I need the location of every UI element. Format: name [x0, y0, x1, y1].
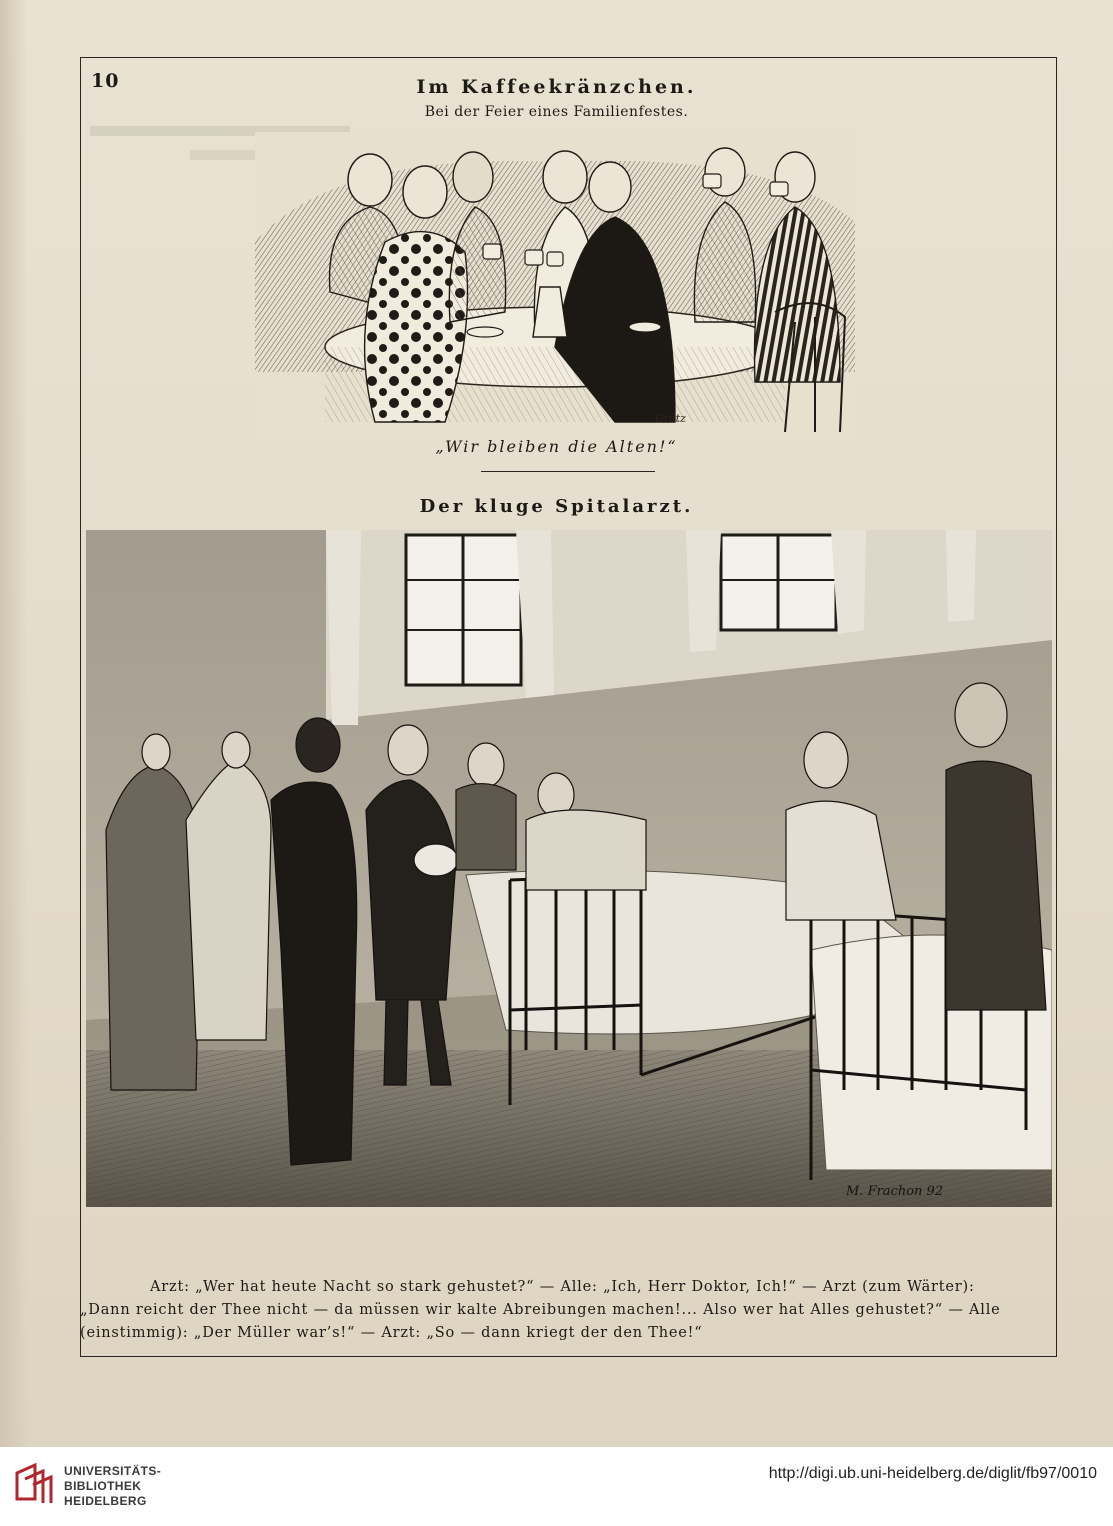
hospital-ward-illustration — [86, 530, 1052, 1207]
page-number: 10 — [91, 70, 120, 92]
logo-line: BIBLIOTHEK — [64, 1479, 142, 1493]
illustration-2-signature: M. Frachon 92 — [846, 1184, 944, 1199]
cartoon-2-title: Der kluge Spitalarzt. — [419, 496, 694, 517]
caption-line: Arzt: „Wer hat heute Nacht so stark gehustet?“ — Alle: „Ich, Herr Doktor, Ich!“ — Arzt (zum Wärter): — [150, 1279, 975, 1295]
coffee-party-illustration — [255, 132, 855, 437]
library-footer — [0, 1447, 1113, 1526]
caption-line: (einstimmig): „Der Müller war’s!“ — Arzt: „So — dann kriegt der den Thee!“ — [80, 1325, 703, 1341]
logo-line: HEIDELBERG — [64, 1494, 147, 1508]
hospital-ward-drawing — [86, 530, 1052, 1207]
library-logo-text[interactable] — [64, 1464, 161, 1509]
illustration-1-signature: Grätz — [655, 412, 686, 425]
coffee-party-drawing — [255, 132, 855, 437]
cartoon-1-caption: „Wir bleiben die Alten!“ — [435, 437, 678, 456]
caption-line: „Dann reicht der Thee nicht — da müssen wir kalte Abreibungen machen!... Also wer hat Alles gehustet?“ — Alle — [80, 1302, 1001, 1318]
permalink-url[interactable]: http://digi.ub.uni-heidelberg.de/diglit/fb97/0010 — [768, 1465, 1097, 1482]
section-divider — [481, 471, 655, 472]
cartoon-1-title: Im Kaffeekränzchen. — [416, 76, 697, 98]
cartoon-2-caption — [80, 1276, 1046, 1345]
cartoon-1-subtitle: Bei der Feier eines Familienfestes. — [424, 104, 689, 120]
page-edge-shadow — [0, 0, 28, 1447]
library-logo-icon[interactable] — [13, 1459, 59, 1505]
logo-line: UNIVERSITÄTS- — [64, 1464, 162, 1478]
